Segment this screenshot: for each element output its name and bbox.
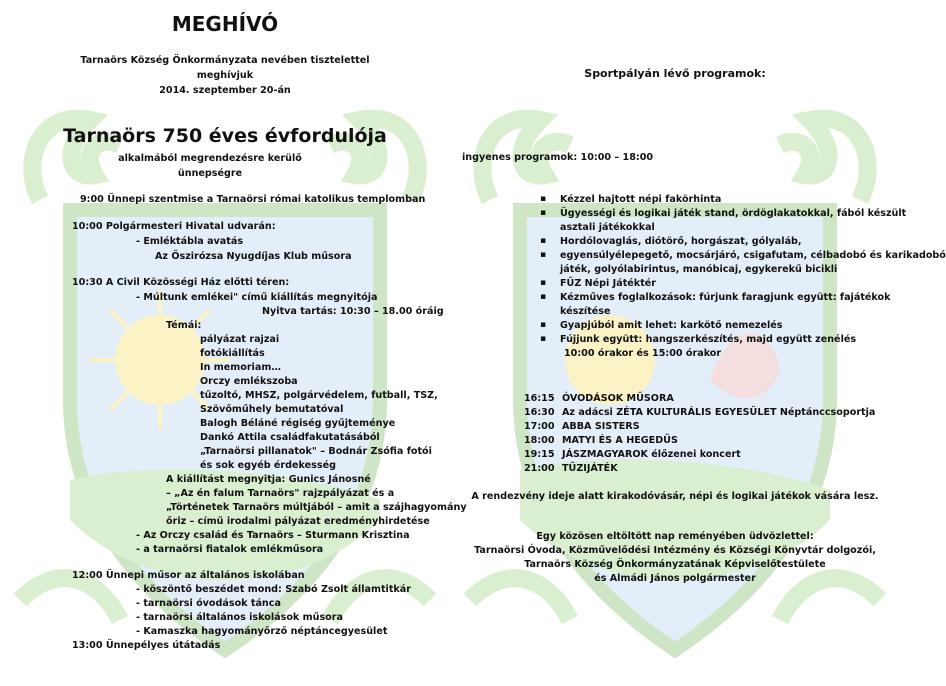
program-line: Orczy emlékszoba xyxy=(200,376,298,387)
program-line: - Múltunk emlékei" című kiállítás megnyitója xyxy=(136,292,378,303)
schedule-time: 16:15 xyxy=(524,393,555,404)
program-line: őriz – című irodalmi pályázat eredményhirdetése xyxy=(166,516,430,527)
program-line: Szövőműhely bemutatóval xyxy=(200,404,344,415)
program-line: - tarnaörsi általános iskolások műsora xyxy=(136,612,343,623)
bullet-continuation: készítése xyxy=(560,306,611,317)
program-line: 9:00 Ünnepi szentmise a Tarnaörsi római katolikus templomban xyxy=(80,194,426,205)
program-line: tűzoltó, MHSZ, polgárvédelem, futball, TSZ, xyxy=(200,390,438,401)
program-line: Balogh Béláné régiség gyűjteménye xyxy=(200,418,396,429)
closing-line: Tarnaörs Község Önkormányzatának Képviselőtestülete xyxy=(524,559,826,570)
program-line: „Történetek Tarnaörs múltjából – amit a szájhagyomány xyxy=(166,502,467,513)
free-programs: ingyenes programok: 10:00 – 18:00 xyxy=(462,152,654,163)
schedule-time: 19:15 xyxy=(524,449,555,460)
bullet-item: ▪ Kézműves foglalkozások: fúrjunk faragjunk együtt: fajátékok xyxy=(560,291,891,304)
bullet-continuation: asztali játékokkal xyxy=(560,222,655,233)
program-line: Dankó Attila családfakutatásából xyxy=(200,432,380,443)
invitation-title: MEGHÍVÓ xyxy=(171,12,279,36)
bullet-item: ▪ Kézzel hajtott népi fakörhinta xyxy=(560,193,721,206)
closing-line: Egy közösen eltöltött nap reményében üdvözlettel: xyxy=(536,531,814,542)
schedule-time: 17:00 xyxy=(524,421,555,432)
program-line: 10:30 A Civil Közösségi Ház előtti téren: xyxy=(72,277,290,288)
program-line: 12:00 Ünnepi műsor az általános iskolában xyxy=(72,570,305,581)
schedule-text: ÓVODÁSOK MŰSORA xyxy=(562,393,674,404)
program-line: - tarnaörsi óvodások tánca xyxy=(136,598,281,609)
program-line: In memoriam… xyxy=(200,362,281,373)
program-line: 10:00 Polgármesteri Hivatal udvarán: xyxy=(72,221,276,232)
bullet-continuation: 10:00 órakor és 15:00 órakor xyxy=(564,348,722,359)
program-line: - Az Orczy család és Tarnaörs – Sturmann Krisztina xyxy=(136,530,410,541)
bullet-continuation: játék, golyólabirintus, manóbicaj, egykerekű bicikli xyxy=(560,264,838,275)
program-line: - köszöntő beszédet mond: Szabó Zsolt államtitkár xyxy=(136,584,412,595)
program-line: pályázat rajzai xyxy=(200,334,280,345)
program-line: fotókiállítás xyxy=(200,348,265,359)
bullet-item: ▪ egyensúlyélepegető, mocsárjáró, csigafutam, célbadobó és karikadobó xyxy=(560,249,946,262)
fair-note: A rendezvény ideje alatt kirakodóvásár, népi és logikai játékok vására lesz. xyxy=(471,491,879,502)
schedule-time: 21:00 xyxy=(524,463,555,474)
program-line: - Kamaszka hagyományőrző néptáncegyesület xyxy=(136,626,388,637)
program-line: – „Az én falum Tarnaörs" rajzpályázat és a xyxy=(166,488,395,499)
program-line: - a tarnaörsi fiatalok emlékműsora xyxy=(136,544,324,555)
left-column xyxy=(0,0,467,686)
intro-line-2: meghívjuk xyxy=(196,70,254,81)
program-line: Témái: xyxy=(166,320,202,331)
schedule-text: TŰZIJÁTÉK xyxy=(562,463,618,474)
schedule-text: Az adácsi ZÉTA KULTURÁLIS EGYESÜLET Néptánccsoportja xyxy=(562,407,876,418)
program-line: „Tarnaörsi pillanatok" – Bodnár Zsófia fotói xyxy=(200,446,432,457)
program-line: Nyitva tartás: 10:30 – 18.00 óráig xyxy=(262,306,444,317)
program-line: és sok egyéb érdekesség xyxy=(200,460,336,471)
program-line: 13:00 Ünnepélyes útátadás xyxy=(72,640,221,651)
bullet-item: ▪ Hordólovaglás, diótörő, horgászat, gólyaláb, xyxy=(560,235,802,248)
bullet-item: ▪ Ügyességi és logikai játék stand, ördöglakatokkal, fából készült xyxy=(560,207,906,220)
sports-field-heading: Sportpályán lévő programok: xyxy=(584,67,766,80)
program-line: A kiállítást megnyitja: Gunics Jánosné xyxy=(166,474,371,485)
schedule-text: MATYI ÉS A HEGEDŰS xyxy=(562,435,678,446)
right-column xyxy=(450,0,946,686)
schedule-time: 16:30 xyxy=(524,407,555,418)
program-line: Az Őszirózsa Nyugdíjas Klub műsora xyxy=(155,251,352,262)
event-sub-2: ünnepségre xyxy=(177,168,243,179)
closing-line: és Almádi János polgármester xyxy=(594,573,756,584)
intro-line-1: Tarnaörs Község Önkormányzata nevében tisztelettel xyxy=(80,55,370,66)
event-sub-1: alkalmából megrendezésre kerülő xyxy=(118,153,302,164)
schedule-text: ABBA SISTERS xyxy=(562,421,640,432)
event-title: Tarnaörs 750 éves évfordulója xyxy=(63,125,387,147)
program-line: - Emléktábla avatás xyxy=(136,236,244,247)
bullet-item: ▪ Fújjunk együtt: hangszerkészítés, majd együtt zenélés xyxy=(560,333,856,346)
bullet-item: ▪ FŰZ Népi Játéktér xyxy=(560,277,656,290)
intro-date: 2014. szeptember 20-án xyxy=(159,85,291,96)
bullet-item: ▪ Gyapjúból amit lehet: karkötő nemezelés xyxy=(560,319,783,332)
closing-line: Tarnaörsi Óvoda, Közművelődési Intézmény és Községi Könyvtár dolgozói, xyxy=(474,545,876,556)
schedule-text: JÁSZMAGYAROK élőzenei koncert xyxy=(562,449,741,460)
schedule-time: 18:00 xyxy=(524,435,555,446)
